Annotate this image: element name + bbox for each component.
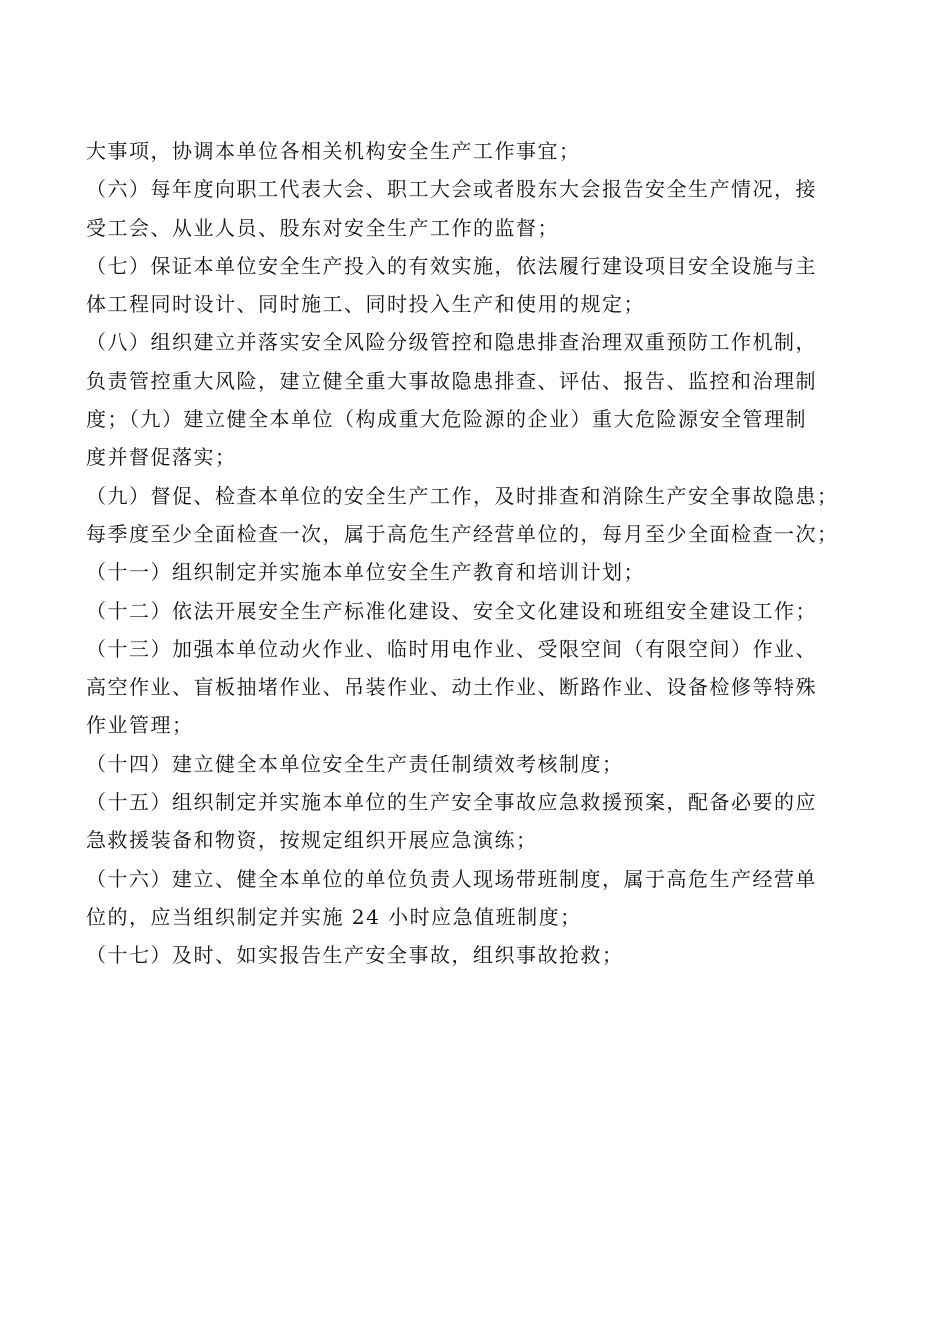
text-line: （九）督促、检查本单位的安全生产工作，及时排查和消除生产安全事故隐患； <box>86 483 839 508</box>
text-line: （十二）依法开展安全生产标准化建设、安全文化建设和班组安全建设工作； <box>86 598 817 623</box>
text-line: 每季度至少全面检查一次，属于高危生产经营单位的，每月至少全面检查一次； <box>86 521 839 546</box>
text-line: 大事项，协调本单位各相关机构安全生产工作事宜； <box>86 139 581 163</box>
text-line: （十一）组织制定并实施本单位安全生产教育和培训计划； <box>86 560 645 585</box>
text-line: （十三）加强本单位动火作业、临时用电作业、受限空间（有限空间）作业、 <box>86 636 817 661</box>
text-line: （六）每年度向职工代表大会、职工大会或者股东大会报告安全生产情况，接 <box>86 177 817 202</box>
text-line: 急救援装备和物资，按规定组织开展应急演练； <box>86 828 538 853</box>
text-line: （七）保证本单位安全生产投入的有效实施，依法履行建设项目安全设施与主 <box>86 253 817 278</box>
text-line: 度；（九）建立健全本单位（构成重大危险源的企业）重大危险源安全管理制 <box>86 407 807 432</box>
text-line: （十六）建立、健全本单位的单位负责人现场带班制度，属于高危生产经营单 <box>86 866 817 891</box>
text-line: （十四）建立健全本单位安全生产责任制绩效考核制度； <box>86 751 624 776</box>
document-body <box>86 132 866 975</box>
text-line: 体工程同时设计、同时施工、同时投入生产和使用的规定； <box>86 292 645 317</box>
text-line: （十七）及时、如实报告生产安全事故，组织事故抢救； <box>86 943 624 968</box>
text-line: 负责管控重大风险，建立健全重大事故隐患排查、评估、报告、监控和治理制 <box>86 368 817 393</box>
text-line: 作业管理； <box>86 713 194 738</box>
text-line: 位的，应当组织制定并实施 24 小时应急值班制度； <box>86 904 582 929</box>
text-line: （十五）组织制定并实施本单位的生产安全事故应急救援预案，配备必要的应 <box>86 790 817 815</box>
text-line: 高空作业、盲板抽堵作业、吊装作业、动土作业、断路作业、设备检修等特殊 <box>86 675 817 700</box>
text-line: （八）组织建立并落实安全风险分级管控和隐患排查治理双重预防工作机制， <box>86 330 817 355</box>
text-line: 度并督促落实； <box>86 445 237 470</box>
text-line: 受工会、从业人员、股东对安全生产工作的监督； <box>86 215 559 240</box>
